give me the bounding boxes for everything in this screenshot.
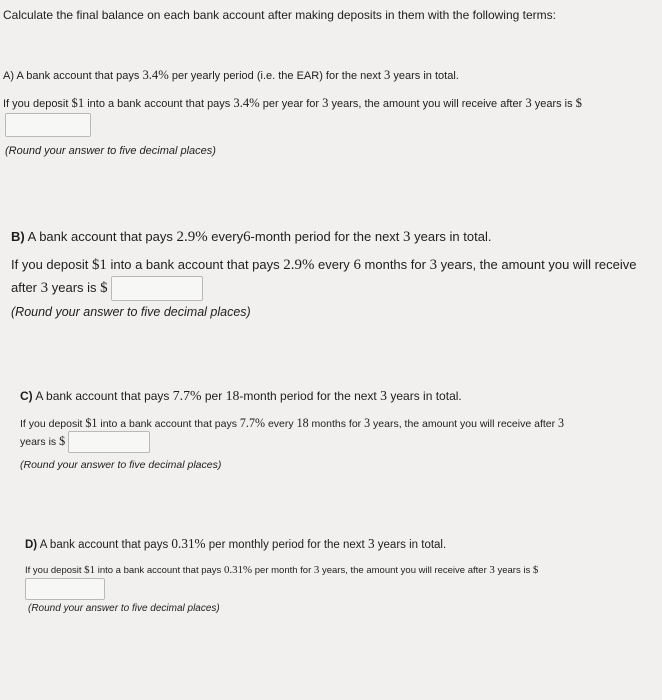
answer-input-a[interactable] xyxy=(5,113,91,137)
rounding-note-a: (Round your answer to five decimal places) xyxy=(5,145,216,157)
question-c-letter: C) xyxy=(20,389,33,403)
rounding-note-d: (Round your answer to five decimal places) xyxy=(28,603,220,614)
dollar-sign: $ xyxy=(575,96,582,110)
question-d-prompt: If you deposit $1 into a bank account that pays 0.31% per month for 3 years, the amount you will receive after 3 years is $ xyxy=(25,564,539,576)
question-c-prompt-line2: years is $ xyxy=(20,434,66,448)
question-c-prompt: If you deposit $1 into a bank account that pays 7.7% every 18 months for 3 years, the amount you will receive after 3 xyxy=(20,416,565,430)
question-a-title: A) A bank account that pays 3.4% per yearly period (i.e. the EAR) for the next 3 years in total. xyxy=(3,68,459,82)
rounding-note-c: (Round your answer to five decimal places) xyxy=(20,459,222,471)
question-b-prompt: If you deposit $1 into a bank account that pays 2.9% every 6 months for 3 years, the amount you will receive xyxy=(11,257,637,273)
rounding-note-b: (Round your answer to five decimal places) xyxy=(11,305,251,319)
question-a-letter: A) xyxy=(3,70,14,82)
answer-input-b[interactable] xyxy=(111,276,203,301)
question-b-title: B) A bank account that pays 2.9% every6-month period for the next 3 years in total. xyxy=(11,229,492,245)
answer-input-d[interactable] xyxy=(25,578,105,600)
question-b-letter: B) xyxy=(11,229,25,244)
dollar-sign: $ xyxy=(59,434,66,448)
dollar-sign: $ xyxy=(532,564,539,576)
question-b-prompt-line2: after 3 years is $ xyxy=(11,280,108,296)
answer-input-c[interactable] xyxy=(68,431,150,453)
instructions-text: Calculate the final balance on each bank account after making deposits in them with the following terms: xyxy=(3,8,556,22)
question-a-prompt: If you deposit $1 into a bank account that pays 3.4% per year for 3 years, the amount you will receive after 3 years is $ xyxy=(3,96,582,110)
question-c-title: C) A bank account that pays 7.7% per 18-month period for the next 3 years in total. xyxy=(20,388,462,403)
dollar-sign: $ xyxy=(100,280,108,296)
question-d-letter: D) xyxy=(25,539,38,551)
question-d-title: D) A bank account that pays 0.31% per monthly period for the next 3 years in total. xyxy=(25,536,447,551)
